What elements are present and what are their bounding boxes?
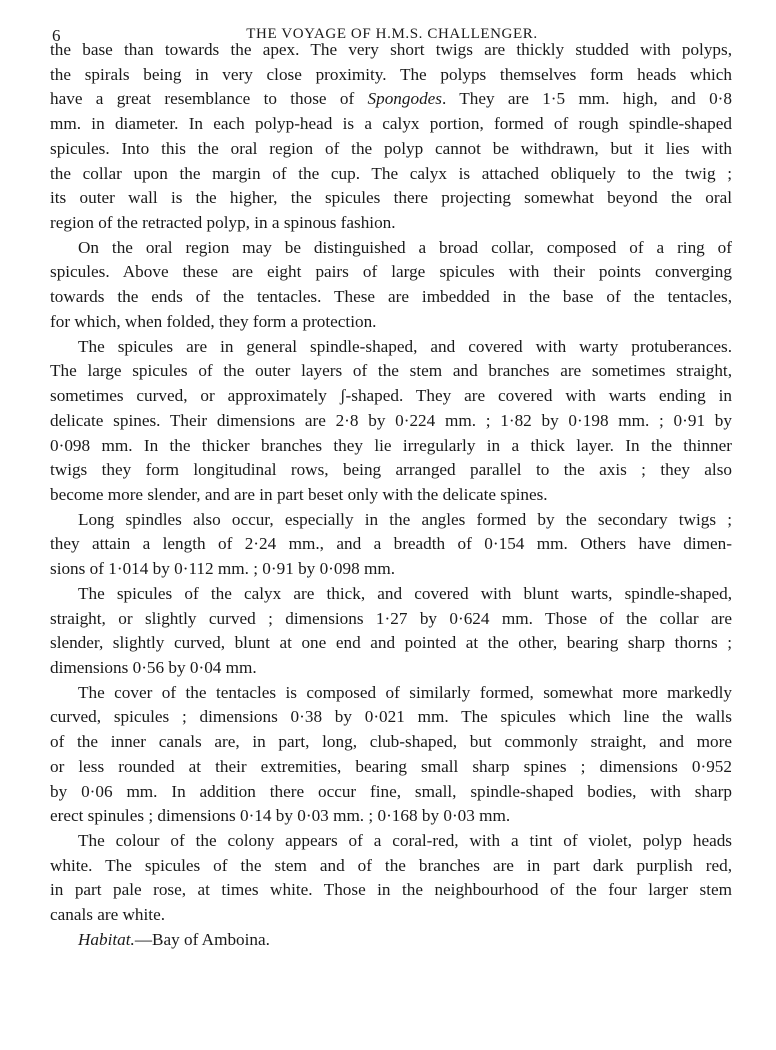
- habitat-label: Habitat.: [78, 929, 135, 949]
- text-line: Long spindles also occur, especially in the angles formed by the secondary twigs ;: [78, 509, 732, 529]
- habitat-text: —Bay of Amboina.: [134, 929, 270, 949]
- text-line: by 0·06 mm. In addition there occur fine, small, spindle-shaped bodies, with sharp: [50, 781, 732, 801]
- text-line: curved, spicules ; dimensions 0·38 by 0·021 mm. The spicules which line the walls: [50, 707, 732, 727]
- text-line: for which, when folded, they form a protection.: [50, 311, 377, 331]
- text-line: The large spicules of the outer layers of the stem and branches are sometimes straight,: [50, 361, 732, 381]
- habitat-line: [50, 928, 732, 953]
- text-line: have a great resemblance to those of Spongodes. They are 1·5 mm. high, and 0·8: [50, 89, 733, 109]
- page-number: 6: [52, 26, 61, 45]
- text-line: become more slender, and are in part beset only with the delicate spines.: [50, 484, 548, 504]
- genus-name: Spongodes: [367, 89, 442, 109]
- text-line: mm. in diameter. In each polyp-head is a calyx portion, formed of rough spindle-shaped: [50, 114, 732, 134]
- running-title: THE VOYAGE OF H.M.S. CHALLENGER.: [246, 26, 538, 42]
- text-line: The colour of the colony appears of a coral-red, with a tint of violet, polyp heads: [78, 831, 732, 850]
- paragraph: [50, 829, 732, 928]
- paragraph: [50, 582, 732, 681]
- text-line: 0·098 mm. In the thicker branches they lie irregularly in a thick layer. In the thinner: [50, 435, 732, 455]
- text-line: its outer wall is the higher, the spicules there projecting somewhat beyond the oral: [50, 188, 732, 208]
- text-line: white. The spicules of the stem and of the branches are in part dark purplish red,: [50, 855, 732, 875]
- text-line: in part pale rose, at times white. Those in the neighbourhood of the four larger stem: [50, 880, 732, 900]
- text-line: spicules. Into this the oral region of the polyp cannot be withdrawn, but it lies with: [50, 138, 732, 158]
- text-line: or less rounded at their extremities, bearing small sharp spines ; dimensions 0·952: [50, 756, 732, 776]
- text-line: delicate spines. Their dimensions are 2·8 by 0·224 mm. ; 1·82 by 0·198 mm. ; 0·91 by: [50, 410, 732, 430]
- text-line: sometimes curved, or approximately ʃ-shaped. They are covered with warts ending in: [50, 386, 732, 406]
- paragraph: [50, 508, 732, 582]
- text-line: spicules. Above these are eight pairs of large spicules with their points converging: [50, 262, 732, 282]
- text-line: they attain a length of 2·24 mm., and a breadth of 0·154 mm. Others have dimen-: [50, 534, 732, 554]
- text-line: towards the ends of the tentacles. These are imbedded in the base of the tentacles,: [50, 287, 732, 307]
- text-line: twigs they form longitudinal rows, being arranged parallel to the axis ; they also: [50, 460, 732, 480]
- text-line: The spicules of the calyx are thick, and covered with blunt warts, spindle-shaped,: [78, 583, 732, 603]
- text-line: The cover of the tentacles is composed of similarly formed, somewhat more markedly: [78, 682, 732, 702]
- text-line: dimensions 0·56 by 0·04 mm.: [50, 657, 257, 677]
- paragraph: [50, 236, 732, 335]
- paragraph: [50, 681, 732, 829]
- body-text: [50, 38, 732, 953]
- text-line: sions of 1·014 by 0·112 mm. ; 0·91 by 0·098 mm.: [50, 559, 396, 579]
- text-line: slender, slightly curved, blunt at one end and pointed at the other, bearing sharp thorns ;: [50, 633, 732, 653]
- text-line: On the oral region may be distinguished a broad collar, composed of a ring of: [78, 237, 732, 257]
- text-line: straight, or slightly curved ; dimensions 1·27 by 0·624 mm. Those of the collar are: [50, 608, 732, 628]
- text-line: The spicules are in general spindle-shaped, and covered with warty protuberances.: [78, 336, 732, 356]
- text-line: erect spinules ; dimensions 0·14 by 0·03 mm. ; 0·168 by 0·03 mm.: [50, 806, 511, 826]
- text-line: the spirals being in very close proximity. The polyps themselves form heads which: [50, 64, 732, 84]
- text-line: the base than towards the apex. The very short twigs are thickly studded with polyps,: [50, 40, 732, 59]
- text-line: canals are white.: [50, 905, 166, 925]
- paragraph: [50, 335, 732, 508]
- text-line: of the inner canals are, in part, long, club-shaped, but commonly straight, and more: [50, 732, 732, 752]
- text-line: region of the retracted polyp, in a spinous fashion.: [50, 213, 396, 233]
- paragraph: [50, 38, 732, 236]
- text-line: the collar upon the margin of the cup. The calyx is attached obliquely to the twig ;: [50, 163, 732, 183]
